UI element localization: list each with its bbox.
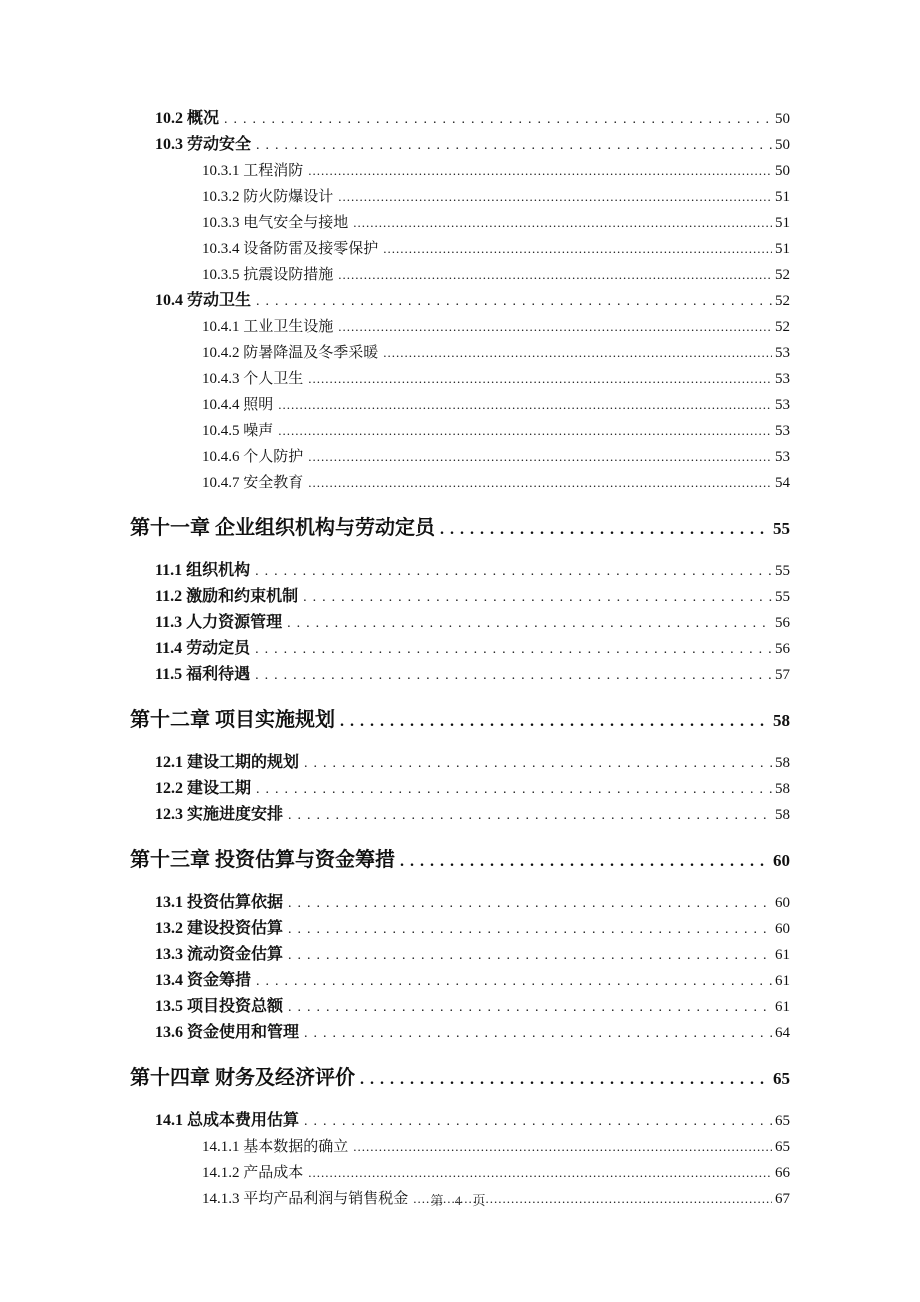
toc-page-number: 50 (775, 137, 790, 153)
toc-label: 10.4.2 防暑降温及冬季采暖 (202, 345, 379, 361)
toc-label: 10.3 劳动安全 (155, 136, 252, 153)
toc-page-number: 61 (775, 947, 790, 963)
dot-leader (383, 236, 772, 261)
page-footer: 第 4 页 (430, 1193, 490, 1208)
toc-label: 13.6 资金使用和管理 (155, 1024, 300, 1041)
toc-entry-row[interactable] (130, 1020, 790, 1046)
toc-page-number: 65 (775, 1139, 790, 1155)
toc-entry-row[interactable] (130, 418, 790, 444)
dot-leader (288, 803, 772, 828)
toc-page-number: 60 (773, 851, 790, 870)
toc-label: 13.5 项目投资总额 (155, 998, 284, 1015)
toc-label: 12.2 建设工期 (155, 780, 252, 797)
toc-label: 10.3.4 设备防雷及接零保护 (202, 241, 379, 257)
toc-chapter-row[interactable] (130, 706, 790, 736)
toc-entry-row[interactable] (130, 288, 790, 314)
toc-entry-row[interactable] (130, 132, 790, 158)
toc-page-number: 50 (775, 163, 790, 179)
toc-entry-row[interactable] (130, 776, 790, 802)
toc-page-number: 52 (775, 267, 790, 283)
toc-page-number: 58 (775, 807, 790, 823)
toc-page-number: 58 (775, 755, 790, 771)
toc-label: 11.1 组织机构 (155, 562, 251, 579)
dot-leader (278, 418, 772, 443)
dot-leader (255, 559, 772, 584)
toc-label: 13.1 投资估算依据 (155, 894, 284, 911)
toc-label: 14.1.3 平均产品利润与销售税金 (202, 1191, 409, 1207)
dot-leader (278, 392, 772, 417)
toc-page-number: 67 (775, 1191, 790, 1207)
toc-entry-row[interactable] (130, 366, 790, 392)
toc-page-number: 55 (775, 589, 790, 605)
dot-leader (256, 969, 772, 994)
toc-entry-row[interactable] (130, 994, 790, 1020)
toc-entry-row[interactable] (130, 470, 790, 496)
toc-entry-row[interactable] (130, 184, 790, 210)
dot-leader (287, 611, 772, 636)
dot-leader (383, 340, 772, 365)
toc-label: 12.1 建设工期的规划 (155, 754, 300, 771)
toc-label: 10.3.1 工程消防 (202, 163, 304, 179)
toc-entry-row[interactable] (130, 1108, 790, 1134)
toc-page-number: 58 (775, 781, 790, 797)
toc-entry-row[interactable] (130, 584, 790, 610)
toc-page-number: 55 (775, 563, 790, 579)
toc-entry-row[interactable] (130, 750, 790, 776)
toc-page-number: 58 (773, 711, 790, 730)
dot-leader (303, 585, 772, 610)
toc-page-number: 52 (775, 319, 790, 335)
dot-leader (288, 891, 772, 916)
dot-leader (308, 444, 772, 469)
toc-entry-row[interactable] (130, 916, 790, 942)
toc-label: 10.4.1 工业卫生设施 (202, 319, 334, 335)
toc-label: 第十四章 财务及经济评价 (130, 1067, 355, 1089)
toc-label: 第十一章 企业组织机构与劳动定员 (130, 517, 435, 539)
dot-leader (440, 516, 770, 544)
toc-label: 10.4 劳动卫生 (155, 292, 252, 309)
toc-label: 14.1.1 基本数据的确立 (202, 1139, 349, 1155)
toc-entry-row[interactable] (130, 610, 790, 636)
dot-leader (353, 210, 772, 235)
toc-entry-row[interactable] (130, 636, 790, 662)
dot-leader (308, 470, 772, 495)
toc-page-number: 60 (775, 921, 790, 937)
dot-leader (308, 366, 772, 391)
dot-leader (400, 848, 770, 876)
toc-label: 12.3 实施进度安排 (155, 806, 284, 823)
toc-page-number: 56 (775, 641, 790, 657)
dot-leader (255, 637, 772, 662)
dot-leader (308, 158, 772, 183)
toc-entry-row[interactable] (130, 444, 790, 470)
dot-leader (304, 1021, 772, 1046)
toc-label: 11.3 人力资源管理 (155, 614, 283, 631)
dot-leader (288, 917, 772, 942)
toc-label: 10.4.3 个人卫生 (202, 371, 304, 387)
toc-page-number: 61 (775, 999, 790, 1015)
toc-entry-row[interactable] (130, 392, 790, 418)
dot-leader (338, 262, 772, 287)
toc-label: 10.3.2 防火防爆设计 (202, 189, 334, 205)
toc-label: 11.4 劳动定员 (155, 640, 251, 657)
toc-entry-row[interactable] (130, 662, 790, 688)
dot-leader (256, 777, 772, 802)
toc-page-number: 51 (775, 241, 790, 257)
toc-page-number: 53 (775, 345, 790, 361)
toc-page-number: 53 (775, 449, 790, 465)
toc-page-number: 54 (775, 475, 790, 491)
toc-page-number: 50 (775, 111, 790, 127)
toc-entry-row[interactable] (130, 890, 790, 916)
dot-leader (308, 1160, 772, 1185)
toc-entry-row[interactable] (130, 210, 790, 236)
toc-page-number: 51 (775, 215, 790, 231)
toc-entry-row[interactable] (130, 942, 790, 968)
dot-leader (288, 943, 772, 968)
toc-entry-row[interactable] (130, 968, 790, 994)
toc-entry-row[interactable] (130, 558, 790, 584)
toc-page-number: 55 (773, 519, 790, 538)
toc-page-number: 61 (775, 973, 790, 989)
table-of-contents (130, 106, 790, 1212)
toc-label: 10.4.4 照明 (202, 397, 274, 413)
toc-label: 10.2 概况 (155, 110, 220, 127)
toc-label: 10.3.3 电气安全与接地 (202, 215, 349, 231)
toc-label: 10.3.5 抗震设防措施 (202, 267, 334, 283)
toc-page-number: 64 (775, 1025, 790, 1041)
toc-label: 10.4.5 噪声 (202, 423, 274, 439)
toc-entry-row[interactable] (130, 1134, 790, 1160)
toc-page-number: 66 (775, 1165, 790, 1181)
dot-leader (255, 663, 772, 688)
dot-leader (353, 1134, 772, 1159)
toc-page-number: 52 (775, 293, 790, 309)
toc-page-number: 60 (775, 895, 790, 911)
toc-label: 11.2 激励和约束机制 (155, 588, 299, 605)
toc-label: 第十二章 项目实施规划 (130, 709, 335, 731)
toc-entry-row[interactable] (130, 802, 790, 828)
dot-leader (256, 133, 772, 158)
toc-label: 10.4.6 个人防护 (202, 449, 304, 465)
toc-chapter-row[interactable] (130, 846, 790, 876)
toc-label: 14.1 总成本费用估算 (155, 1112, 300, 1129)
dot-leader (224, 107, 772, 132)
toc-page-number: 53 (775, 397, 790, 413)
toc-label: 14.1.2 产品成本 (202, 1165, 304, 1181)
dot-leader (340, 708, 770, 736)
toc-page-number: 53 (775, 371, 790, 387)
toc-label: 13.4 资金筹措 (155, 972, 252, 989)
toc-page-number: 53 (775, 423, 790, 439)
toc-chapter-row[interactable] (130, 514, 790, 544)
toc-entry-row[interactable] (130, 340, 790, 366)
toc-page-number: 65 (775, 1113, 790, 1129)
dot-leader (360, 1066, 770, 1094)
toc-entry-row[interactable] (130, 314, 790, 340)
toc-label: 第十三章 投资估算与资金筹措 (130, 849, 395, 871)
toc-page-number: 51 (775, 189, 790, 205)
dot-leader (304, 751, 772, 776)
toc-label: 13.3 流动资金估算 (155, 946, 284, 963)
dot-leader (288, 995, 772, 1020)
dot-leader (256, 289, 772, 314)
toc-label: 11.5 福利待遇 (155, 666, 251, 683)
toc-chapter-row[interactable] (130, 1064, 790, 1094)
dot-leader (304, 1109, 772, 1134)
toc-entry-row[interactable] (130, 236, 790, 262)
toc-entry-row[interactable] (130, 262, 790, 288)
toc-page-number: 56 (775, 615, 790, 631)
toc-label: 13.2 建设投资估算 (155, 920, 284, 937)
dot-leader (338, 184, 772, 209)
toc-entry-row[interactable] (130, 106, 790, 132)
toc-page-number: 65 (773, 1069, 790, 1088)
toc-entry-row[interactable] (130, 158, 790, 184)
toc-page-number: 57 (775, 667, 790, 683)
toc-entry-row[interactable] (130, 1160, 790, 1186)
toc-label: 10.4.7 安全教育 (202, 475, 304, 491)
dot-leader (338, 314, 772, 339)
